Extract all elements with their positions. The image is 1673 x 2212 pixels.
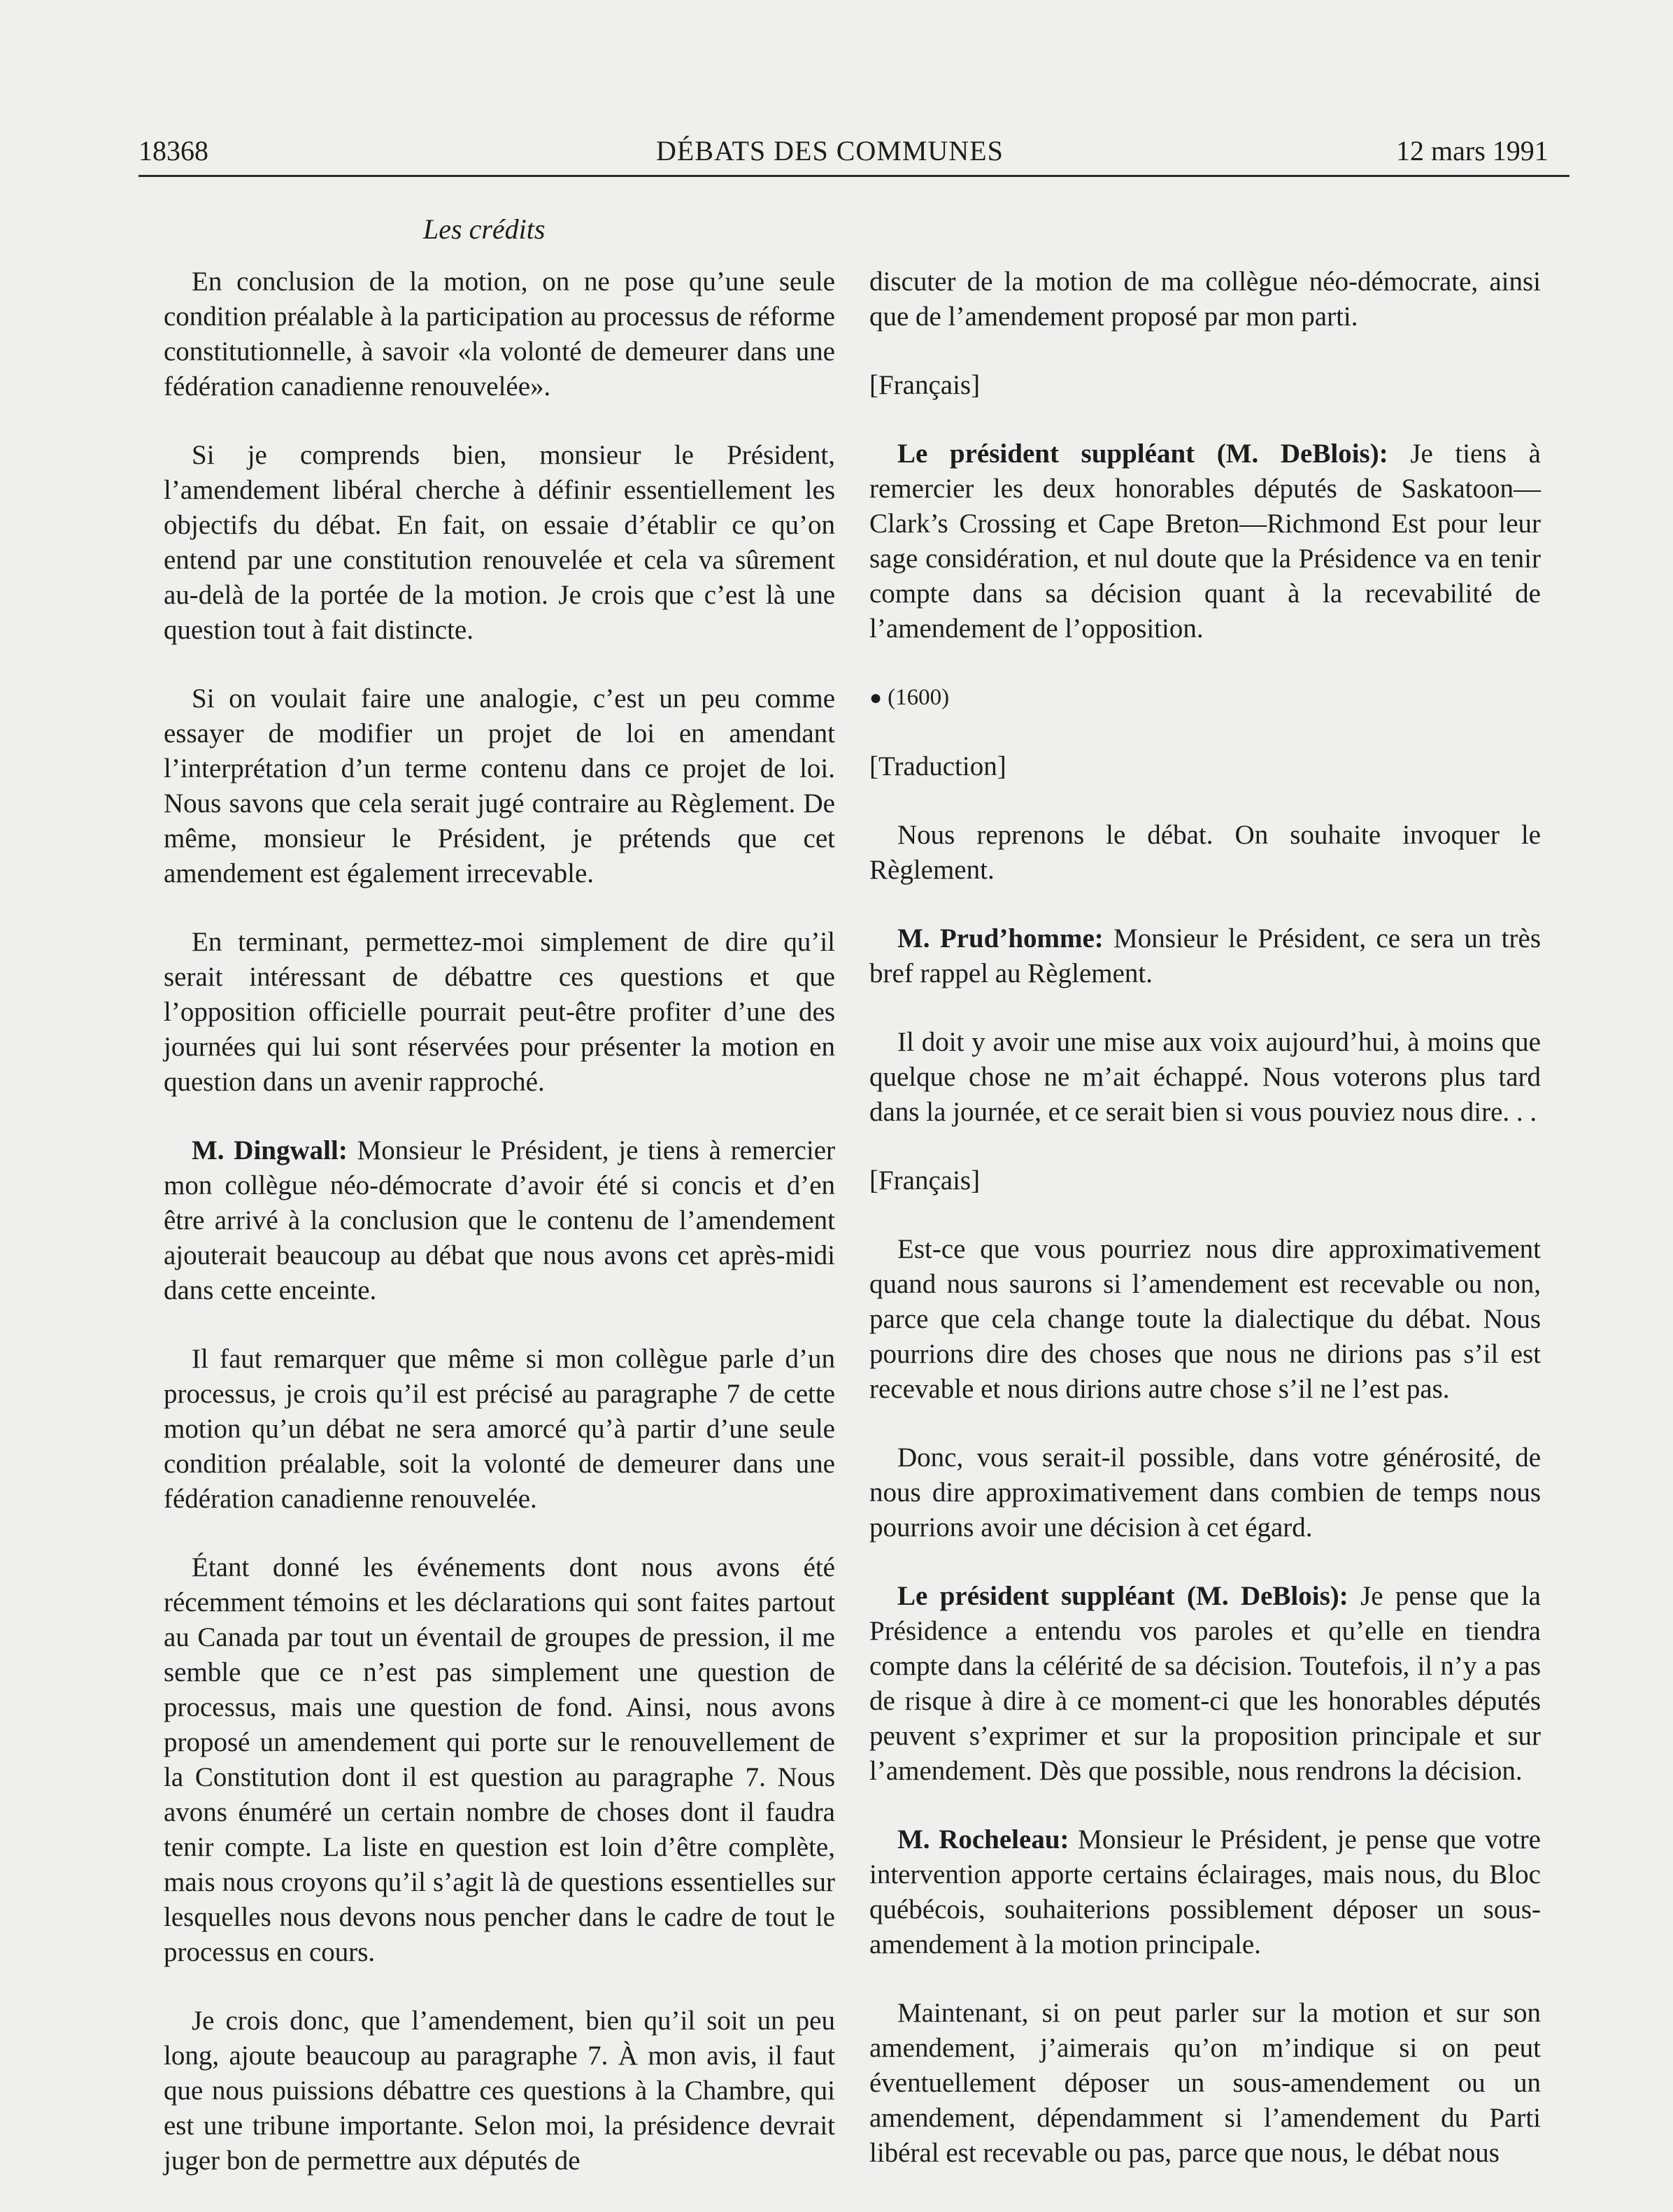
paragraph: Il faut remarquer que même si mon collègue parle d’un processus, je crois qu’il est précisé au paragraphe 7 de cette motion qu’un débat ne sera amorcé qu’à partir d’une seule condition préalable, soit la volonté de demeurer dans une fédération canadienne renouvelée. (164, 1344, 835, 1514)
speech-paragraph (869, 921, 1541, 991)
running-title: DÉBATS DES COMMUNES (656, 135, 1004, 166)
speech-paragraph (164, 1133, 835, 1308)
paragraph: Étant donné les événements dont nous avons été récemment témoins et les déclarations qui sont faites partout au Canada par tout un éventail de groupes de pression, il me semble que ce n’est pas simplement une question de processus, mais une question de fond. Ainsi, nous avons proposé un amendement qui porte sur le renouvellement de la Constitution dont il est question au paragraphe 7. Nous avons énuméré un certain nombre de choses dont il faudra tenir compte. La liste en question est loin d’être complète, mais nous croyons qu’il s’agit là de questions essentielles sur lesquelles nous devons nous pencher dans le cadre de tout le processus en cours. (164, 1552, 835, 1967)
speech-text: Je tiens à remercier les deux honorables députés de Saskatoon—Clark’s Crossing et Cape Breton—Richmond Est pour leur sage considération, et nul doute que la Présidence va en tenir compte dans sa décision quant à la recevabilité de l’amendement de l’opposition. (869, 439, 1541, 644)
page-date: 12 mars 1991 (1396, 135, 1549, 166)
speech-paragraph (869, 437, 1541, 646)
paragraph: En terminant, permettez-moi simplement de dire qu’il serait intéressant de débattre ces questions et que l’opposition officielle pourrait peut-être profiter d’une des journées qui lui sont réservées pour présenter la motion en question dans un avenir rapproché. (164, 927, 835, 1097)
paragraph: Si on voulait faire une analogie, c’est un peu comme essayer de modifier un projet de loi en amendant l’interprétation d’un terme contenu dans ce projet de loi. Nous savons que cela serait jugé contraire au Règlement. De même, monsieur le Président, je prétends que cet amendement est également irrecevable. (164, 683, 835, 888)
speaker-name: M. Prud’homme: (897, 923, 1104, 953)
left-column (164, 264, 835, 2212)
language-tag: [Français] (869, 1165, 981, 1196)
speech-paragraph (869, 1579, 1541, 1789)
time-marker (869, 680, 1541, 716)
continued-paragraph: discuter de la motion de ma collègue néo-démocrate, ainsi que de l’amendement proposé par mon parti. (869, 267, 1541, 332)
time-text: (1600) (888, 685, 950, 710)
paragraph: Si je comprends bien, monsieur le Président, l’amendement libéral cherche à définir essentiellement les objectifs du débat. En fait, on essaie d’établir ce qu’on entend par une constitution renouvelée et cela va sûrement au-delà de la portée de la motion. Je crois que c’est là une question tout à fait distincte. (164, 440, 835, 645)
speaker-name: M. Rocheleau: (897, 1824, 1069, 1855)
section-rubric: Les crédits (423, 213, 546, 245)
paragraph: Il doit y avoir une mise aux voix aujourd’hui, à moins que quelque chose ne m’ait échappé. Nous voterons plus tard dans la journée, et ce serait bien si vous pouviez nous dire. . . (869, 1027, 1541, 1127)
paragraph: En conclusion de la motion, on ne pose qu’une seule condition préalable à la participation au processus de réforme constitutionnelle, à savoir «la volonté de demeurer dans une fédération canadienne renouvelée». (164, 267, 835, 402)
language-tag: [Traduction] (869, 751, 1006, 781)
speech-text: Monsieur le Président, ce sera un très bref rappel au Règlement. (869, 923, 1541, 988)
speaker-name: Le président suppléant (M. DeBlois): (897, 439, 1388, 469)
paragraph: Nous reprenons le débat. On souhaite invoquer le Règlement. (869, 820, 1541, 885)
speaker-name: Le président suppléant (M. DeBlois): (897, 1581, 1348, 1611)
paragraph: Donc, vous serait-il possible, dans votre générosité, de nous dire approximativement dans combien de temps nous pourrions avoir une décision à cet égard. (869, 1442, 1541, 1543)
header-rule (138, 175, 1569, 177)
speech-text: Je pense que la Présidence a entendu vos paroles et qu’elle en tiendra compte dans la célérité de sa décision. Toutefois, il n’y a pas de risque à dire à ce moment-ci que les honorables députés peuvent s’exprimer et sur la proposition principale et sur l’amendement. Dès que possible, nous rendrons la décision. (869, 1581, 1541, 1786)
page-number: 18368 (138, 135, 208, 166)
paragraph: Je crois donc, que l’amendement, bien qu’il soit un peu long, ajoute beaucoup au paragraphe 7. À mon avis, il faut que nous puissions débattre ces questions à la Chambre, qui est une tribune importante. Selon moi, la présidence devrait juger bon de permettre aux députés de (164, 2006, 835, 2176)
bullet-icon: ● (869, 686, 883, 709)
right-column (869, 264, 1541, 2204)
speech-text: Monsieur le Président, je tiens à remercier mon collègue néo-démocrate d’avoir été si concis et d’en être arrivé à la conclusion que le contenu de l’amendement ajouterait beaucoup au débat que nous avons cet après-midi dans cette enceinte. (164, 1135, 835, 1305)
paragraph: Est-ce que vous pourriez nous dire approximativement quand nous saurons si l’amendement est recevable ou non, parce que cela change toute la dialectique du débat. Nous pourrions dire des choses que nous ne dirions pas s’il est recevable et nous dirions autre chose s’il ne l’est pas. (869, 1234, 1541, 1404)
speech-paragraph (869, 1822, 1541, 1962)
paragraph: Maintenant, si on peut parler sur la motion et sur son amendement, j’aimerais qu’on m’indique si on peut éventuellement déposer un sous-amendement ou un amendement, dépendamment si l’amendement du Parti libéral est recevable ou pas, parce que nous, le débat nous (869, 1998, 1541, 2168)
speaker-name: M. Dingwall: (192, 1135, 348, 1165)
language-tag: [Français] (869, 370, 981, 400)
speech-text: Monsieur le Président, je pense que votre intervention apporte certains éclairages, mais nous, du Bloc québécois, souhaiterions possiblement déposer un sous-amendement à la motion principale. (869, 1824, 1541, 1959)
